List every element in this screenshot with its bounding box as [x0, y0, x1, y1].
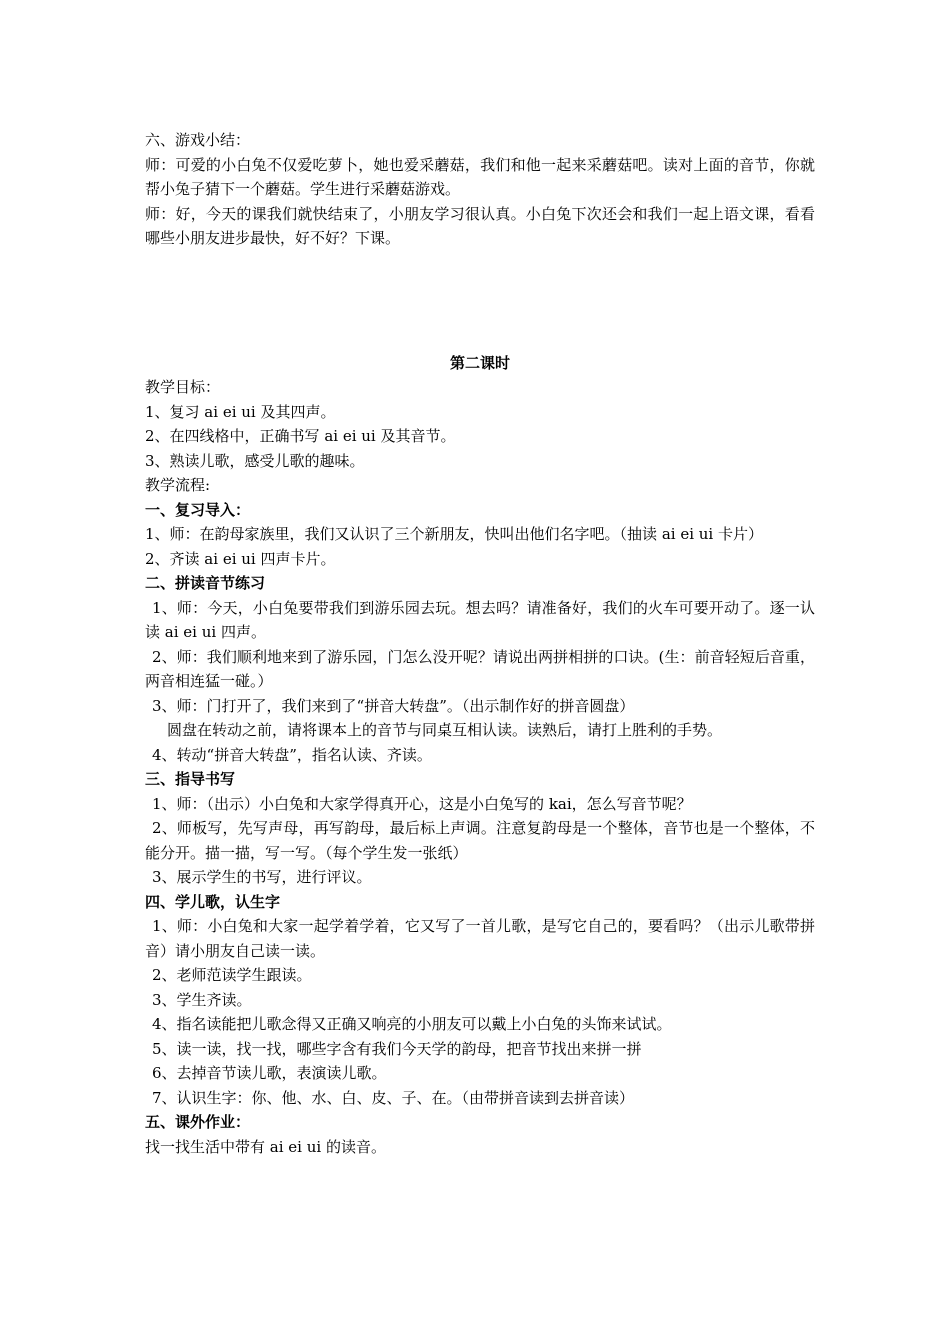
list-item: 3、展示学生的书写，进行评议。: [152, 868, 372, 886]
list-item: 4、指名读能把儿歌念得又正确又响亮的小朋友可以戴上小白兔的头饰来试试。: [152, 1015, 672, 1033]
lesson-title: 第二课时: [449, 353, 510, 372]
goal-item: 1、复习 ai ei ui 及其四声。: [145, 402, 336, 421]
list-item: 6、去掉音节读儿歌，表演读儿歌。: [152, 1064, 387, 1082]
process-label: 教学流程:: [145, 476, 211, 494]
list-item: 2、老师范读学生跟读。: [152, 966, 312, 984]
list-item: 1、师：在韵母家族里，我们又认识了三个新朋友，快叫出他们名字吧。（抽读 ai ei ui 卡片）: [145, 525, 763, 543]
list-item: 1、师：（出示）小白兔和大家学得真开心，这是小白兔写的 kai，怎么写音节呢？: [152, 794, 692, 813]
list-item: 圆盘在转动之前，请将课本上的音节与同桌互相认读。读熟后，请打上胜利的手势。: [167, 721, 723, 739]
list-item: 2、师：我们顺利地来到了游乐园，门怎么没开呢？请说出两拼相拼的口诀。(生：前音轻短后音重，两音相连猛一碰。）: [145, 647, 815, 690]
goals-label: 教学目标：: [145, 378, 221, 396]
part-heading: 三、指导书写: [145, 770, 236, 788]
paragraph: 师：可爱的小白兔不仅爱吃萝卜，她也爱采蘑菇，我们和他一起来采蘑菇吧。读对上面的音节，你就帮小兔子猜下一个蘑菇。学生进行采蘑菇游戏。: [145, 155, 815, 198]
list-item: 找一找生活中带有 ai ei ui 的读音。: [145, 1137, 386, 1156]
goal-item: 3、熟读儿歌，感受儿歌的趣味。: [145, 451, 365, 470]
list-item: 2、师板写，先写声母，再写韵母，最后标上声调。注意复韵母是一个整体，音节也是一个整体，不能分开。描一描，写一写。（每个学生发一张纸）: [145, 819, 815, 862]
part-heading: 五、课外作业：: [145, 1113, 251, 1131]
list-item: 5、读一读，找一找，哪些字含有我们今天学的韵母，把音节找出来拼一拼: [152, 1039, 642, 1058]
part-heading: 一、复习导入：: [145, 500, 251, 519]
part-heading: 二、拼读音节练习: [145, 574, 266, 592]
list-item: 3、学生齐读。: [152, 990, 252, 1009]
list-item: 4、转动“拼音大转盘”，指名认读、齐读。: [152, 745, 432, 764]
document-page: [145, 128, 815, 1159]
list-item: 1、师：今天，小白兔要带我们到游乐园去玩。想去吗？请准备好，我们的火车可要开动了。逐一认读 ai ei ui 四声。: [145, 598, 815, 641]
part-heading: 四、学儿歌，认生字: [145, 892, 281, 911]
section-heading: 六、游戏小结：: [145, 131, 251, 149]
list-item: 1、师：小白兔和大家一起学着学着，它又写了一首儿歌，是写它自己的，要看吗？（出示儿歌带拼音）请小朋友自己读一读。: [145, 917, 815, 960]
goal-item: 2、在四线格中，正确书写 ai ei ui 及其音节。: [145, 427, 456, 445]
list-item: 2、齐读 ai ei ui 四声卡片。: [145, 549, 336, 568]
list-item: 3、师：门打开了，我们来到了“拼音大转盘”。（出示制作好的拼音圆盘）: [152, 696, 635, 715]
list-item: 7、认识生字：你、他、水、白、皮、子、在。（由带拼音读到去拼音读）: [152, 1088, 635, 1107]
spacer: [145, 251, 815, 351]
paragraph: 师：好，今天的课我们就快结束了，小朋友学习很认真。小白兔下次还会和我们一起上语文课，看看哪些小朋友进步最快，好不好？下课。: [145, 204, 815, 247]
